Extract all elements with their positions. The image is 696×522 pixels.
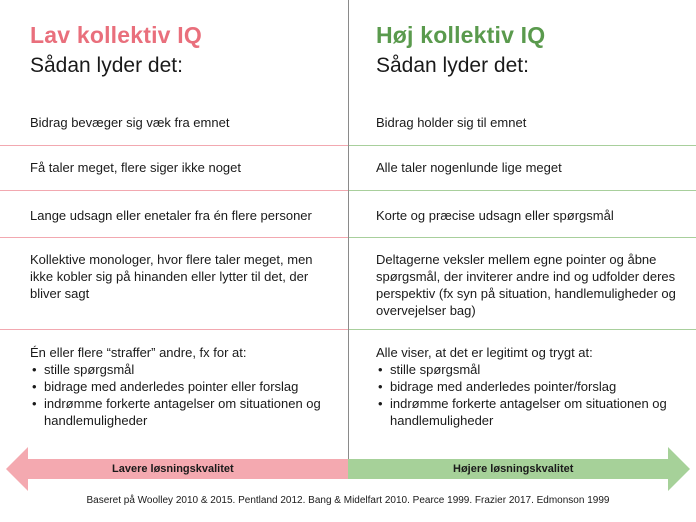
lower-quality-label: Lavere løsningskvalitet (112, 463, 234, 475)
high-iq-row-5 (376, 344, 688, 429)
source-footnote: Baseret på Woolley 2010 & 2015. Pentland 2012. Bang & Midelfart 2010. Pearce 1999. Frazier 2017. Edmonson 1999 (86, 495, 610, 506)
row-separator (349, 145, 696, 146)
high-iq-row-4: Deltagerne veksler mellem egne pointer og åbne spørgsmål, der inviterer andre ind og udfolder deres perspektiv (fx syn på situation, handlemuligheder og overvejelser bag) (376, 252, 676, 318)
low-iq-row-3: Lange udsagn eller enetaler fra én flere personer (30, 208, 312, 223)
list-item: • stille spørgsmål (376, 361, 688, 378)
row-separator (349, 190, 696, 191)
solution-quality-arrow (0, 446, 696, 492)
high-iq-row-3: Korte og præcise udsagn eller spørgsmål (376, 208, 614, 223)
low-iq-subtitle: Sådan lyder det: (30, 54, 183, 77)
low-iq-row-5-intro: Én eller flere “straffer” andre, fx for at: (30, 345, 247, 360)
high-iq-bullet-list (376, 361, 688, 429)
high-iq-row-2: Alle taler nogenlunde lige meget (376, 160, 562, 175)
column-divider (348, 0, 349, 462)
double-arrow-icon (0, 446, 696, 492)
low-iq-row-4: Kollektive monologer, hvor flere taler meget, men ikke kobler sig på hinanden eller lytter til det, der bliver sagt (30, 252, 313, 301)
low-iq-bullet-list (30, 361, 342, 429)
low-iq-title: Lav kollektiv IQ (30, 22, 202, 48)
low-iq-row-2: Få taler meget, flere siger ikke noget (30, 160, 241, 175)
high-iq-subtitle: Sådan lyder det: (376, 54, 529, 77)
low-iq-row-5 (30, 344, 342, 429)
list-item: • bidrage med anderledes pointer eller forslag (30, 378, 342, 395)
high-iq-row-5-intro: Alle viser, at det er legitimt og trygt at: (376, 345, 593, 360)
row-separator (0, 190, 348, 191)
row-separator (0, 145, 348, 146)
high-iq-title: Høj kollektiv IQ (376, 22, 546, 48)
row-separator (349, 329, 696, 330)
row-separator (0, 329, 348, 330)
higher-quality-label: Højere løsningskvalitet (453, 463, 574, 475)
row-separator (0, 237, 348, 238)
high-iq-row-1: Bidrag holder sig til emnet (376, 115, 527, 130)
list-item: • indrømme forkerte antagelser om situationen og handlemuligheder (376, 395, 680, 429)
row-separator (349, 237, 696, 238)
list-item: • indrømme forkerte antagelser om situationen og handlemuligheder (30, 395, 334, 429)
list-item: • stille spørgsmål (30, 361, 342, 378)
low-iq-row-1: Bidrag bevæger sig væk fra emnet (30, 115, 230, 130)
list-item: • bidrage med anderledes pointer/forslag (376, 378, 688, 395)
